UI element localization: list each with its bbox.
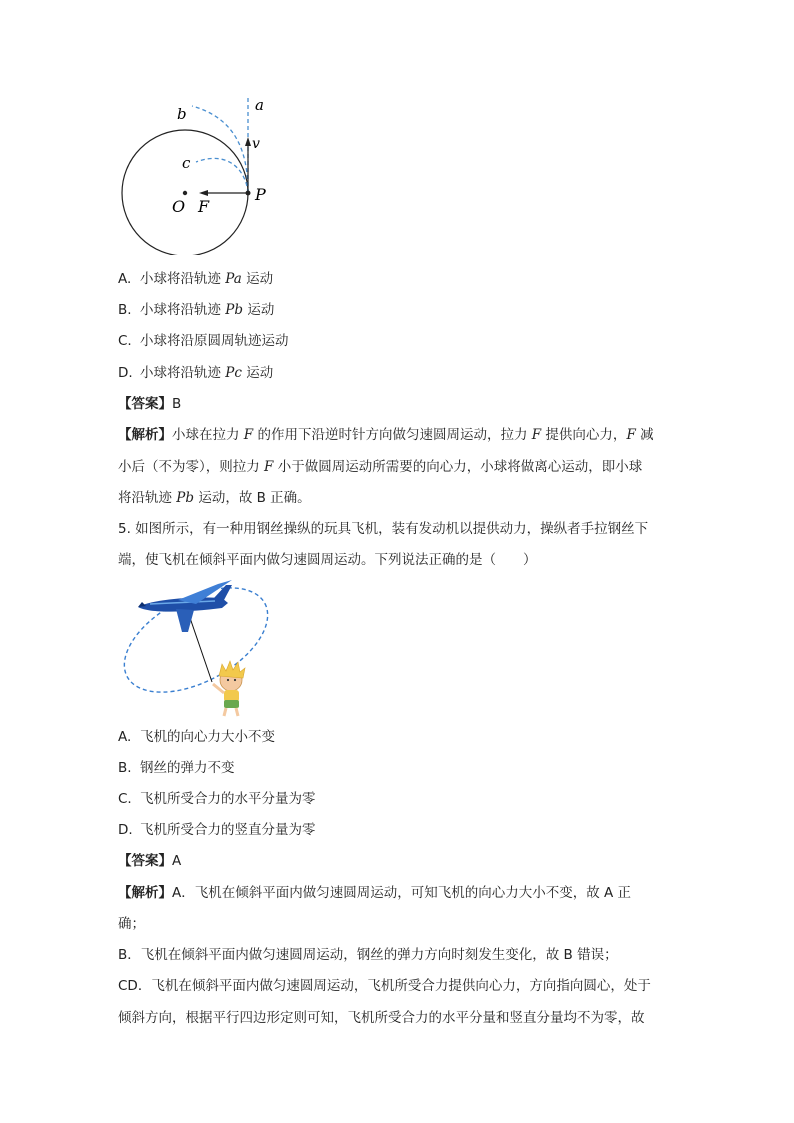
q4-option-c: C. 小球将沿原圆周轨迹运动 [118, 333, 289, 349]
toy-plane-figure [115, 575, 275, 720]
q4-analysis-line-1: 【解析】小球在拉力 F 的作用下沿逆时针方向做匀速圆周运动，拉力 F 提供向心力，F 减 [118, 427, 654, 443]
q4-option-a: A. 小球将沿轨迹 Pa 运动 [118, 271, 274, 287]
q5-answer: 【答案】A [118, 853, 182, 869]
circular-motion-figure [110, 90, 290, 255]
label-b: b [177, 105, 187, 123]
q4-option-d: D. 小球将沿轨迹 Pc 运动 [118, 365, 274, 381]
q5-analysis-line-3: B．飞机在倾斜平面内做匀速圆周运动，钢丝的弹力方向时刻发生变化，故 B 错误； [118, 947, 618, 963]
q4-answer: 【答案】B [118, 396, 182, 412]
q5-option-d: D. 飞机所受合力的竖直分量为零 [118, 822, 316, 838]
label-P: P [255, 185, 266, 204]
q4-option-b: B. 小球将沿轨迹 Pb 运动 [118, 302, 275, 318]
q5-analysis-line-1: 【解析】A．飞机在倾斜平面内做匀速圆周运动，可知飞机的向心力大小不变，故 A 正 [118, 885, 632, 901]
q5-analysis-line-4: CD．飞机在倾斜平面内做匀速圆周运动，飞机所受合力提供向心力，方向指向圆心，处于 [118, 978, 651, 994]
q5-analysis-line-5: 倾斜方向，根据平行四边形定则可知，飞机所受合力的水平分量和竖直分量均不为零，故 [118, 1010, 645, 1026]
q5-option-c: C. 飞机所受合力的水平分量为零 [118, 791, 316, 807]
label-v: v [252, 136, 260, 152]
q5-option-b: B. 钢丝的弹力不变 [118, 760, 235, 776]
label-c: c [182, 154, 191, 172]
q4-analysis-line-3: 将沿轨迹 Pb 运动，故 B 正确。 [118, 490, 311, 506]
label-a: a [255, 96, 264, 114]
q5-option-a: A. 飞机的向心力大小不变 [118, 729, 275, 745]
q5-stem-line-2: 端，使飞机在倾斜平面内做匀速圆周运动。下列说法正确的是（ ） [118, 552, 537, 568]
q5-stem-line-1: 5. 如图所示，有一种用钢丝操纵的玩具飞机，装有发动机以提供动力，操纵者手拉钢丝下 [118, 521, 649, 537]
label-O: O [172, 197, 186, 216]
q4-analysis-line-2: 小后（不为零），则拉力 F 小于做圆周运动所需要的向心力，小球将做离心运动，即小球 [118, 459, 643, 475]
label-F: F [198, 197, 210, 216]
q5-analysis-line-2: 确； [118, 916, 145, 932]
